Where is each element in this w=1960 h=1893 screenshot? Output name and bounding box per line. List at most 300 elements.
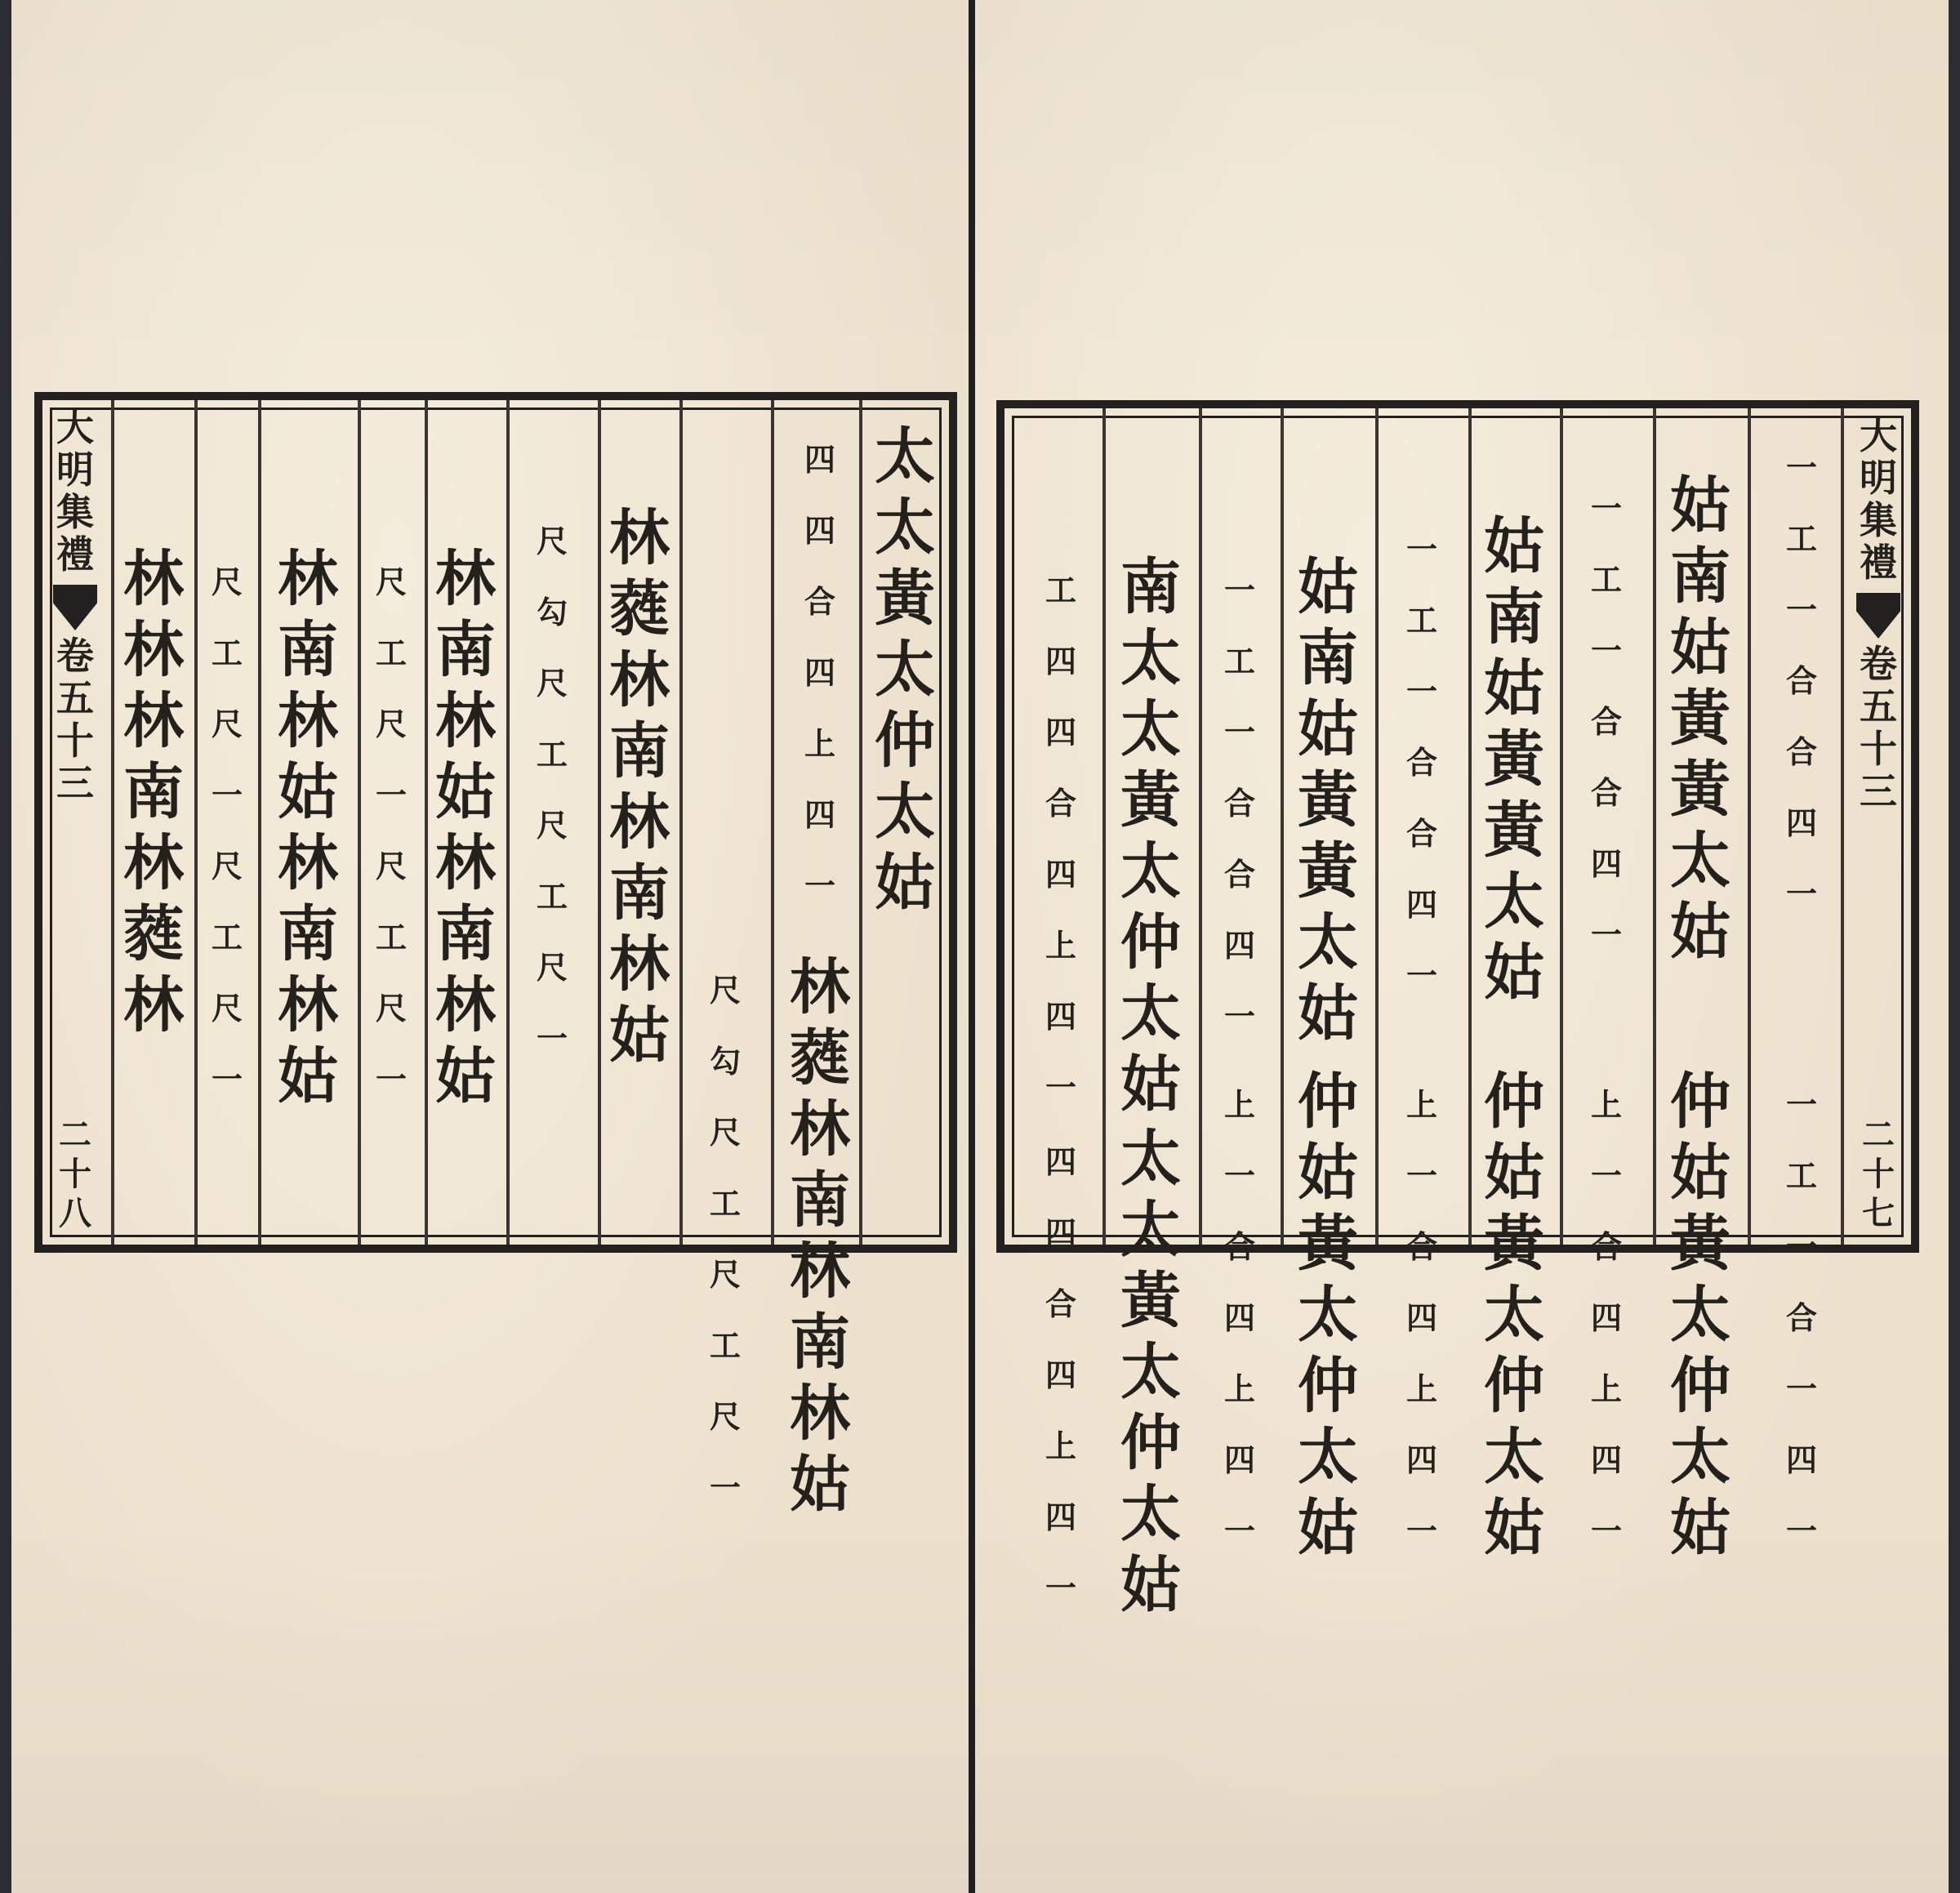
text-column: [1470, 434, 1558, 1563]
glyph: 合: [1590, 1228, 1622, 1265]
left-page: [11, 0, 969, 1893]
column-main-text: [1104, 1124, 1197, 1626]
glyph: 南: [123, 757, 184, 827]
glyph: 姑: [1670, 1138, 1731, 1208]
glyph: 合: [1223, 1228, 1255, 1265]
glyph: 太: [1120, 836, 1181, 906]
glyph: 南: [435, 899, 496, 969]
glyph: 大: [1860, 413, 1897, 457]
glyph: 太: [1120, 1337, 1181, 1407]
left-margin-title: [56, 405, 94, 578]
glyph: 一: [1590, 1157, 1622, 1194]
glyph: 上: [1223, 1370, 1255, 1407]
text-column: [599, 426, 679, 1228]
glyph: 姑: [1484, 938, 1544, 1008]
glyph: 工: [211, 635, 243, 671]
glyph: 林: [278, 686, 338, 756]
column-rule: [1748, 408, 1751, 1245]
text-column: [196, 426, 258, 1228]
glyph: 卷: [56, 634, 94, 678]
glyph: 一: [1045, 1570, 1076, 1606]
column-main-text: [1104, 552, 1197, 1125]
text-column: [681, 426, 769, 1506]
glyph: 太: [1298, 907, 1358, 978]
book-gutter: [969, 0, 975, 1893]
glyph: 尺: [211, 848, 243, 884]
text-column: [113, 426, 194, 1228]
glyph: 明: [56, 448, 94, 492]
glyph: 南: [278, 615, 338, 685]
glyph: 蕤: [609, 574, 670, 644]
column-rule: [1841, 408, 1844, 1245]
glyph: 黃: [875, 563, 935, 634]
glyph: 姑: [1298, 978, 1358, 1049]
glyph: 尺: [375, 563, 407, 600]
glyph: 太: [1120, 623, 1181, 693]
glyph: 太: [1120, 694, 1181, 764]
left-margin-leaf-number: [59, 1116, 91, 1236]
glyph: 尺: [211, 990, 243, 1027]
right-margin-volume: [1860, 642, 1897, 815]
glyph: 一: [1590, 916, 1622, 953]
glyph: 一: [1785, 449, 1817, 486]
glyph: 一: [211, 777, 243, 813]
glyph: 黃: [1298, 765, 1358, 835]
column-notation-text: [1762, 434, 1841, 932]
glyph: 一: [375, 1061, 407, 1098]
glyph: 四: [1045, 714, 1076, 751]
glyph: 四: [804, 796, 835, 833]
text-column: [1561, 434, 1651, 1549]
glyph: 一: [1785, 591, 1817, 628]
glyph: 南: [278, 899, 338, 969]
glyph: 林: [790, 1379, 850, 1449]
glyph: 工: [1405, 602, 1437, 639]
glyph: 合: [1405, 1228, 1437, 1265]
glyph: 仲: [1670, 1351, 1731, 1421]
glyph: 南: [435, 615, 496, 685]
column-notation-text: [681, 957, 769, 1526]
glyph: 一: [1223, 998, 1255, 1035]
glyph: 合: [1405, 815, 1437, 852]
glyph: 十: [59, 1155, 91, 1193]
right-margin-strip: [1849, 413, 1908, 1236]
glyph: 一: [1785, 1228, 1817, 1265]
glyph: 四: [1045, 998, 1076, 1035]
glyph: 一: [709, 1469, 741, 1506]
glyph: 姑: [1298, 694, 1358, 764]
column-main-text: [426, 544, 505, 1117]
glyph: 合: [1785, 1299, 1817, 1336]
glyph: 仲: [1120, 1408, 1181, 1478]
glyph: 尺: [211, 706, 243, 742]
glyph: 尺: [536, 949, 568, 986]
glyph: 上: [1590, 1370, 1622, 1407]
glyph: 四: [1405, 886, 1437, 923]
glyph: 南: [790, 1307, 850, 1378]
glyph: 工: [375, 919, 407, 955]
glyph: 十: [56, 719, 94, 763]
glyph: 一: [1223, 1157, 1255, 1194]
glyph: 姑: [1298, 1138, 1358, 1208]
glyph: 合: [1045, 1285, 1076, 1322]
glyph: 工: [536, 736, 568, 773]
glyph: 四: [1405, 1441, 1437, 1478]
glyph: 一: [1045, 1069, 1076, 1106]
glyph: 禮: [1860, 541, 1897, 585]
glyph: 合: [1785, 733, 1817, 770]
glyph: 合: [1590, 774, 1622, 811]
glyph: 姑: [1484, 653, 1544, 724]
glyph: 仲: [1120, 907, 1181, 978]
column-notation-text: [1561, 1071, 1651, 1569]
glyph: 南: [790, 1165, 850, 1236]
glyph: 姑: [278, 1041, 338, 1111]
glyph: 一: [211, 1061, 243, 1098]
glyph: 仲: [875, 706, 935, 776]
fish-tail-mark: [1856, 593, 1900, 639]
glyph: 姑: [1670, 470, 1731, 541]
glyph: 合: [1590, 703, 1622, 740]
glyph: 太: [1120, 1479, 1181, 1549]
glyph: 工: [1590, 561, 1622, 598]
glyph: 林: [123, 686, 184, 756]
column-rule: [771, 400, 774, 1245]
column-main-text: [260, 544, 356, 1117]
glyph: 林: [435, 970, 496, 1040]
glyph: 姑: [435, 757, 496, 827]
glyph: 仲: [1670, 1067, 1731, 1137]
glyph: 黃: [1298, 1209, 1358, 1279]
glyph: 一: [1223, 714, 1255, 751]
glyph: 八: [59, 1194, 91, 1232]
column-main-text: [781, 952, 859, 1526]
glyph: 姑: [1298, 1493, 1358, 1563]
glyph: 南: [609, 858, 670, 929]
glyph: 集: [1860, 498, 1897, 542]
glyph: 四: [1045, 1143, 1076, 1180]
glyph: 一: [1590, 490, 1622, 527]
glyph: 姑: [790, 1450, 850, 1520]
glyph: 尺: [536, 807, 568, 844]
text-column: [781, 426, 859, 1520]
glyph: 四: [1223, 1441, 1255, 1478]
glyph: 林: [123, 544, 184, 614]
text-column: [260, 426, 356, 1228]
glyph: 一: [804, 867, 835, 904]
glyph: 太: [1120, 1195, 1181, 1265]
glyph: 林: [435, 686, 496, 756]
glyph: 合: [1223, 785, 1255, 822]
glyph: 林: [435, 544, 496, 614]
glyph: 姑: [1484, 511, 1544, 581]
glyph: 四: [1045, 1499, 1076, 1535]
glyph: 四: [804, 441, 835, 478]
column-main-text: [1655, 470, 1746, 973]
glyph: 林: [123, 970, 184, 1040]
column-notation-text: [1021, 1129, 1101, 1626]
glyph: 四: [1785, 804, 1817, 841]
glyph: 明: [1860, 456, 1897, 500]
glyph: 太: [1670, 1280, 1731, 1350]
glyph: 姑: [1484, 1493, 1544, 1563]
glyph: 勾: [709, 1043, 741, 1080]
glyph: 大: [56, 405, 94, 449]
glyph: 尺: [536, 665, 568, 702]
glyph: 四: [1045, 1214, 1076, 1251]
glyph: 黃: [1670, 755, 1731, 825]
glyph: 一: [1785, 1086, 1817, 1123]
glyph: 太: [1298, 1422, 1358, 1492]
glyph: 一: [1785, 1512, 1817, 1549]
glyph: 尺: [211, 563, 243, 600]
column-notation-text: [1561, 475, 1651, 973]
glyph: 二: [59, 1116, 91, 1154]
column-main-text: [599, 503, 679, 1076]
glyph: 太: [1120, 1124, 1181, 1194]
glyph: 尺: [709, 1256, 741, 1293]
glyph: 蕤: [123, 899, 184, 969]
glyph: 合: [1223, 856, 1255, 893]
glyph: 仲: [1484, 1067, 1544, 1137]
glyph: 禮: [56, 532, 94, 577]
glyph: 南: [1298, 623, 1358, 693]
glyph: 太: [1670, 826, 1731, 896]
glyph: 上: [1223, 1086, 1255, 1123]
glyph: 合: [1405, 744, 1437, 781]
glyph: 仲: [1298, 1351, 1358, 1421]
text-column: [1200, 434, 1279, 1549]
left-margin-strip: [46, 405, 105, 1236]
glyph: 工: [536, 878, 568, 915]
text-column: [1282, 434, 1374, 1563]
glyph: 林: [790, 1236, 850, 1307]
glyph: 姑: [1298, 552, 1358, 622]
glyph: 蕤: [790, 1023, 850, 1093]
glyph: 太: [875, 421, 935, 492]
column-main-text: [1470, 511, 1558, 1013]
glyph: 工: [709, 1327, 741, 1364]
column-main-text: [1282, 1067, 1374, 1569]
glyph: 姑: [278, 757, 338, 827]
glyph: 太: [1298, 1280, 1358, 1350]
column-notation-text: [1021, 557, 1101, 1125]
glyph: 尺: [375, 990, 407, 1027]
glyph: 勾: [536, 594, 568, 630]
glyph: 上: [1405, 1370, 1437, 1407]
glyph: 姑: [1670, 897, 1731, 967]
glyph: 尺: [709, 1398, 741, 1435]
glyph: 七: [1862, 1194, 1895, 1232]
glyph: 工: [375, 635, 407, 671]
glyph: 林: [123, 828, 184, 898]
text-column: [426, 426, 505, 1228]
glyph: 南: [609, 716, 670, 786]
right-page: [975, 0, 1949, 1893]
glyph: 林: [790, 1094, 850, 1165]
glyph: 仲: [1484, 1351, 1544, 1421]
glyph: 姑: [1670, 612, 1731, 683]
glyph: 林: [278, 828, 338, 898]
glyph: 上: [804, 725, 835, 762]
glyph: 五: [56, 676, 94, 720]
glyph: 集: [56, 490, 94, 534]
glyph: 黃: [1120, 765, 1181, 835]
glyph: 太: [1120, 978, 1181, 1049]
fish-tail-mark: [53, 585, 97, 630]
glyph: 尺: [709, 1114, 741, 1151]
left-text-frame: [34, 392, 957, 1520]
glyph: 上: [1590, 1086, 1622, 1123]
column-notation-text: [1762, 1071, 1841, 1569]
glyph: 一: [1590, 1512, 1622, 1549]
glyph: 姑: [1120, 1550, 1181, 1620]
right-margin-leaf-number: [1862, 1116, 1895, 1236]
left-margin-volume: [56, 634, 94, 807]
glyph: 太: [875, 777, 935, 847]
text-column: [1021, 434, 1101, 1606]
glyph: 四: [1223, 1299, 1255, 1336]
glyph: 四: [1223, 927, 1255, 964]
glyph: 黃: [1670, 1209, 1731, 1279]
text-column: [1655, 434, 1746, 1563]
glyph: 四: [804, 654, 835, 691]
glyph: 尺: [709, 972, 741, 1009]
glyph: 一: [536, 1020, 568, 1057]
glyph: 十: [1862, 1155, 1895, 1193]
glyph: 上: [1405, 1086, 1437, 1123]
glyph: 林: [609, 787, 670, 857]
glyph: 尺: [536, 523, 568, 559]
column-notation-text: [1200, 1071, 1279, 1569]
glyph: 四: [1045, 643, 1076, 679]
column-main-text: [1282, 552, 1374, 1054]
glyph: 姑: [609, 1000, 670, 1071]
glyph: 黃: [1484, 795, 1544, 866]
glyph: 太: [1484, 1422, 1544, 1492]
glyph: 姑: [435, 1041, 496, 1111]
text-column: [508, 426, 596, 1228]
glyph: 姑: [1120, 1049, 1181, 1120]
glyph: 林: [123, 615, 184, 685]
glyph: 工: [709, 1185, 741, 1222]
glyph: 尺: [375, 848, 407, 884]
glyph: 南: [1484, 582, 1544, 653]
glyph: 一: [1405, 673, 1437, 710]
text-column: [359, 426, 423, 1228]
glyph: 四: [804, 512, 835, 549]
glyph: 一: [1405, 957, 1437, 994]
glyph: 工: [1785, 520, 1817, 557]
glyph: 黃: [1670, 684, 1731, 754]
glyph: 合: [1785, 662, 1817, 699]
glyph: 一: [375, 777, 407, 813]
glyph: 四: [1405, 1299, 1437, 1336]
glyph: 一: [1405, 1157, 1437, 1194]
glyph: 林: [609, 503, 670, 573]
column-notation-text: [1200, 557, 1279, 1054]
glyph: 四: [1785, 1441, 1817, 1478]
column-notation-text: [781, 426, 859, 924]
column-notation-text: [508, 508, 596, 1076]
glyph: 一: [1223, 572, 1255, 608]
glyph: 工: [1785, 1157, 1817, 1194]
glyph: 工: [1045, 572, 1076, 608]
glyph: 四: [1590, 1299, 1622, 1336]
glyph: 四: [1045, 856, 1076, 893]
glyph: 合: [804, 583, 835, 620]
text-column: [1104, 434, 1197, 1620]
glyph: 林: [790, 952, 850, 1022]
column-notation-text: [1377, 516, 1467, 1013]
text-column: [862, 421, 947, 1228]
glyph: 南: [1120, 552, 1181, 622]
glyph: 林: [278, 544, 338, 614]
glyph: 二: [1862, 1116, 1895, 1154]
glyph: 仲: [1298, 1067, 1358, 1137]
glyph: 姑: [1670, 1493, 1731, 1563]
glyph: 太: [875, 635, 935, 705]
text-column: [1377, 434, 1467, 1549]
glyph: 一: [1785, 1370, 1817, 1407]
glyph: 林: [609, 929, 670, 1000]
column-main-text: [1655, 1067, 1746, 1569]
glyph: 黃: [1484, 1209, 1544, 1279]
right-margin-title: [1860, 413, 1897, 586]
glyph: 一: [1590, 632, 1622, 669]
glyph: 一: [1223, 1512, 1255, 1549]
glyph: 林: [278, 970, 338, 1040]
glyph: 工: [211, 919, 243, 955]
glyph: 一: [1405, 531, 1437, 568]
column-main-text: [1470, 1067, 1558, 1569]
glyph: 黃: [1298, 836, 1358, 906]
glyph: 姑: [1484, 1138, 1544, 1208]
column-notation-text: [196, 549, 258, 1117]
glyph: 太: [1670, 1422, 1731, 1492]
text-column: [1762, 434, 1841, 1549]
glyph: 太: [1484, 1280, 1544, 1350]
glyph: 南: [1670, 541, 1731, 612]
column-notation-text: [359, 549, 423, 1117]
glyph: 姑: [875, 848, 935, 918]
column-main-text: [113, 544, 194, 1046]
glyph: 上: [1045, 927, 1076, 964]
glyph: 太: [1484, 866, 1544, 937]
glyph: 四: [1590, 845, 1622, 882]
glyph: 一: [1785, 875, 1817, 912]
glyph: 尺: [375, 706, 407, 742]
right-text-frame: [996, 400, 1919, 1620]
column-notation-text: [1377, 1071, 1467, 1569]
glyph: 林: [609, 645, 670, 715]
glyph: 林: [435, 828, 496, 898]
glyph: 四: [1045, 1356, 1076, 1393]
glyph: 工: [1223, 643, 1255, 679]
glyph: 黃: [1120, 1266, 1181, 1336]
glyph: 三: [56, 761, 94, 805]
glyph: 三: [1860, 769, 1897, 813]
glyph: 卷: [1860, 642, 1897, 686]
glyph: 十: [1860, 727, 1897, 771]
glyph: 太: [875, 492, 935, 563]
glyph: 黃: [1484, 724, 1544, 795]
glyph: 一: [1405, 1512, 1437, 1549]
glyph: 上: [1045, 1428, 1076, 1464]
column-main-text: [862, 421, 947, 924]
glyph: 四: [1590, 1441, 1622, 1478]
glyph: 合: [1045, 785, 1076, 822]
